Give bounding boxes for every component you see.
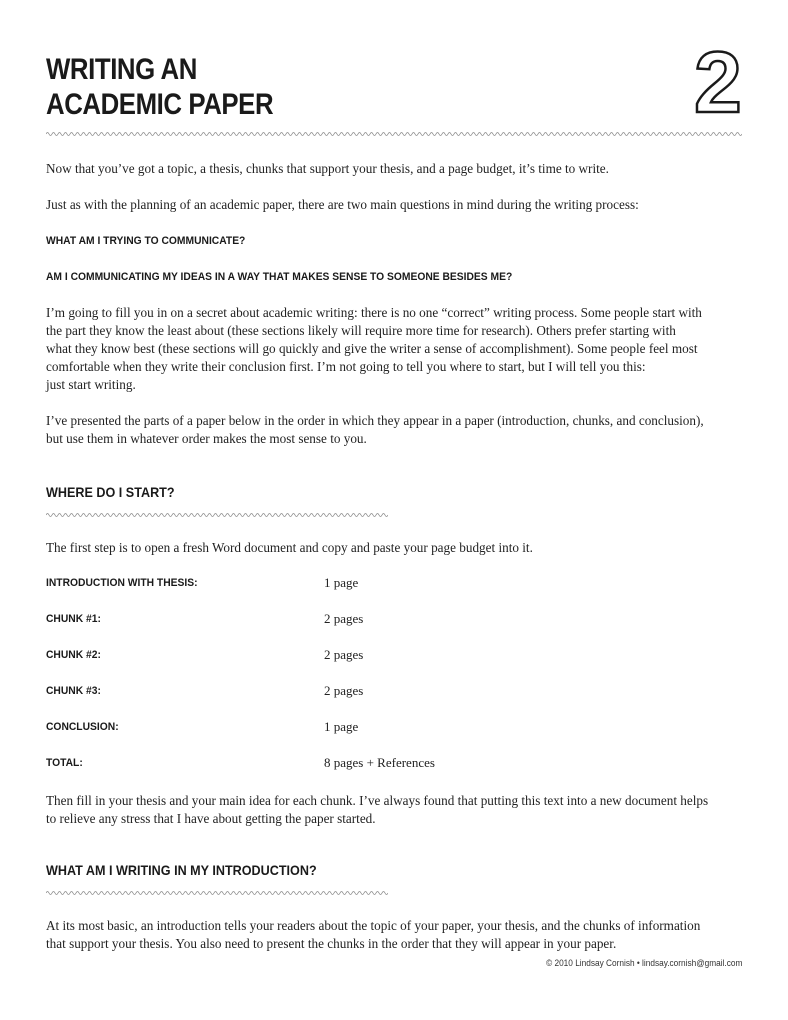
budget-value: 2 pages [324, 647, 364, 662]
intro-paragraph-4 [46, 412, 746, 448]
paragraph-line: At its most basic, an introduction tells your readers about the topic of your paper, your thesis, and the chunks of information [46, 918, 701, 933]
paragraph-line: but use them in whatever order makes the most sense to you. [46, 431, 367, 446]
budget-value: 1 page [324, 575, 359, 590]
budget-label: CHUNK #2: [46, 649, 101, 661]
paragraph-line: I’m going to fill you in on a secret about academic writing: there is no one “correct” writing process. Some people start with [46, 305, 702, 320]
intro-paragraph-2: Just as with the planning of an academic paper, there are two main questions in mind during the writing process: [46, 197, 639, 212]
paragraph-line: what they know best (these sections will go quickly and give the writer a sense of accomplishment). Some people feel most [46, 341, 698, 356]
chapter-number: 2 [694, 35, 742, 131]
wavy-divider-icon [46, 512, 388, 518]
budget-label: CHUNK #1: [46, 613, 101, 625]
budget-value: 2 pages [324, 611, 364, 626]
title-line-1: WRITING AN [46, 53, 197, 86]
wavy-divider-icon [46, 890, 388, 896]
section-heading-start: WHERE DO I START? [46, 484, 175, 500]
intro-paragraph-1: Now that you’ve got a topic, a thesis, chunks that support your thesis, and a page budget, it’s time to write. [46, 161, 609, 176]
paragraph-line: Then fill in your thesis and your main idea for each chunk. I’ve always found that putting this text into a new document helps [46, 793, 709, 808]
budget-value: 1 page [324, 719, 359, 734]
section-divider [46, 890, 388, 896]
intro-paragraph-3 [46, 304, 746, 394]
introduction-paragraph [46, 917, 746, 953]
paragraph-line: to relieve any stress that I have about getting the paper started. [46, 811, 376, 826]
title-line-2: ACADEMIC PAPER [46, 88, 274, 121]
paragraph-line: just start writing. [46, 377, 136, 392]
page-title [46, 52, 476, 122]
section-divider [46, 512, 388, 518]
start-paragraph-1: The first step is to open a fresh Word document and copy and paste your page budget into it. [46, 540, 533, 555]
title-divider [46, 131, 742, 137]
budget-label: CONCLUSION: [46, 721, 119, 733]
budget-label: INTRODUCTION WITH THESIS: [46, 577, 198, 589]
budget-value: 8 pages + References [324, 755, 435, 770]
budget-label: TOTAL: [46, 757, 83, 769]
paragraph-line: I’ve presented the parts of a paper below in the order in which they appear in a paper (introduction, chunks, and conclusion), [46, 413, 704, 428]
wavy-divider-icon [46, 131, 742, 137]
paragraph-line: comfortable when they write their conclusion first. I’m not going to tell you where to start, but I will tell you this: [46, 359, 646, 374]
paragraph-line: the part they know the least about (these sections likely will require more time for research). Others prefer starting with [46, 323, 676, 338]
page-footer: © 2010 Lindsay Cornish • lindsay.cornish@gmail.com [545, 958, 742, 968]
question-2: AM I COMMUNICATING MY IDEAS IN A WAY THAT MAKES SENSE TO SOMEONE BESIDES ME? [46, 271, 513, 283]
budget-label: CHUNK #3: [46, 685, 101, 697]
paragraph-line: that support your thesis. You also need to present the chunks in the order that they will appear in your paper. [46, 936, 617, 951]
budget-value: 2 pages [324, 683, 364, 698]
question-1: WHAT AM I TRYING TO COMMUNICATE? [46, 235, 246, 247]
section-heading-introduction: WHAT AM I WRITING IN MY INTRODUCTION? [46, 862, 317, 878]
start-paragraph-2 [46, 792, 746, 828]
